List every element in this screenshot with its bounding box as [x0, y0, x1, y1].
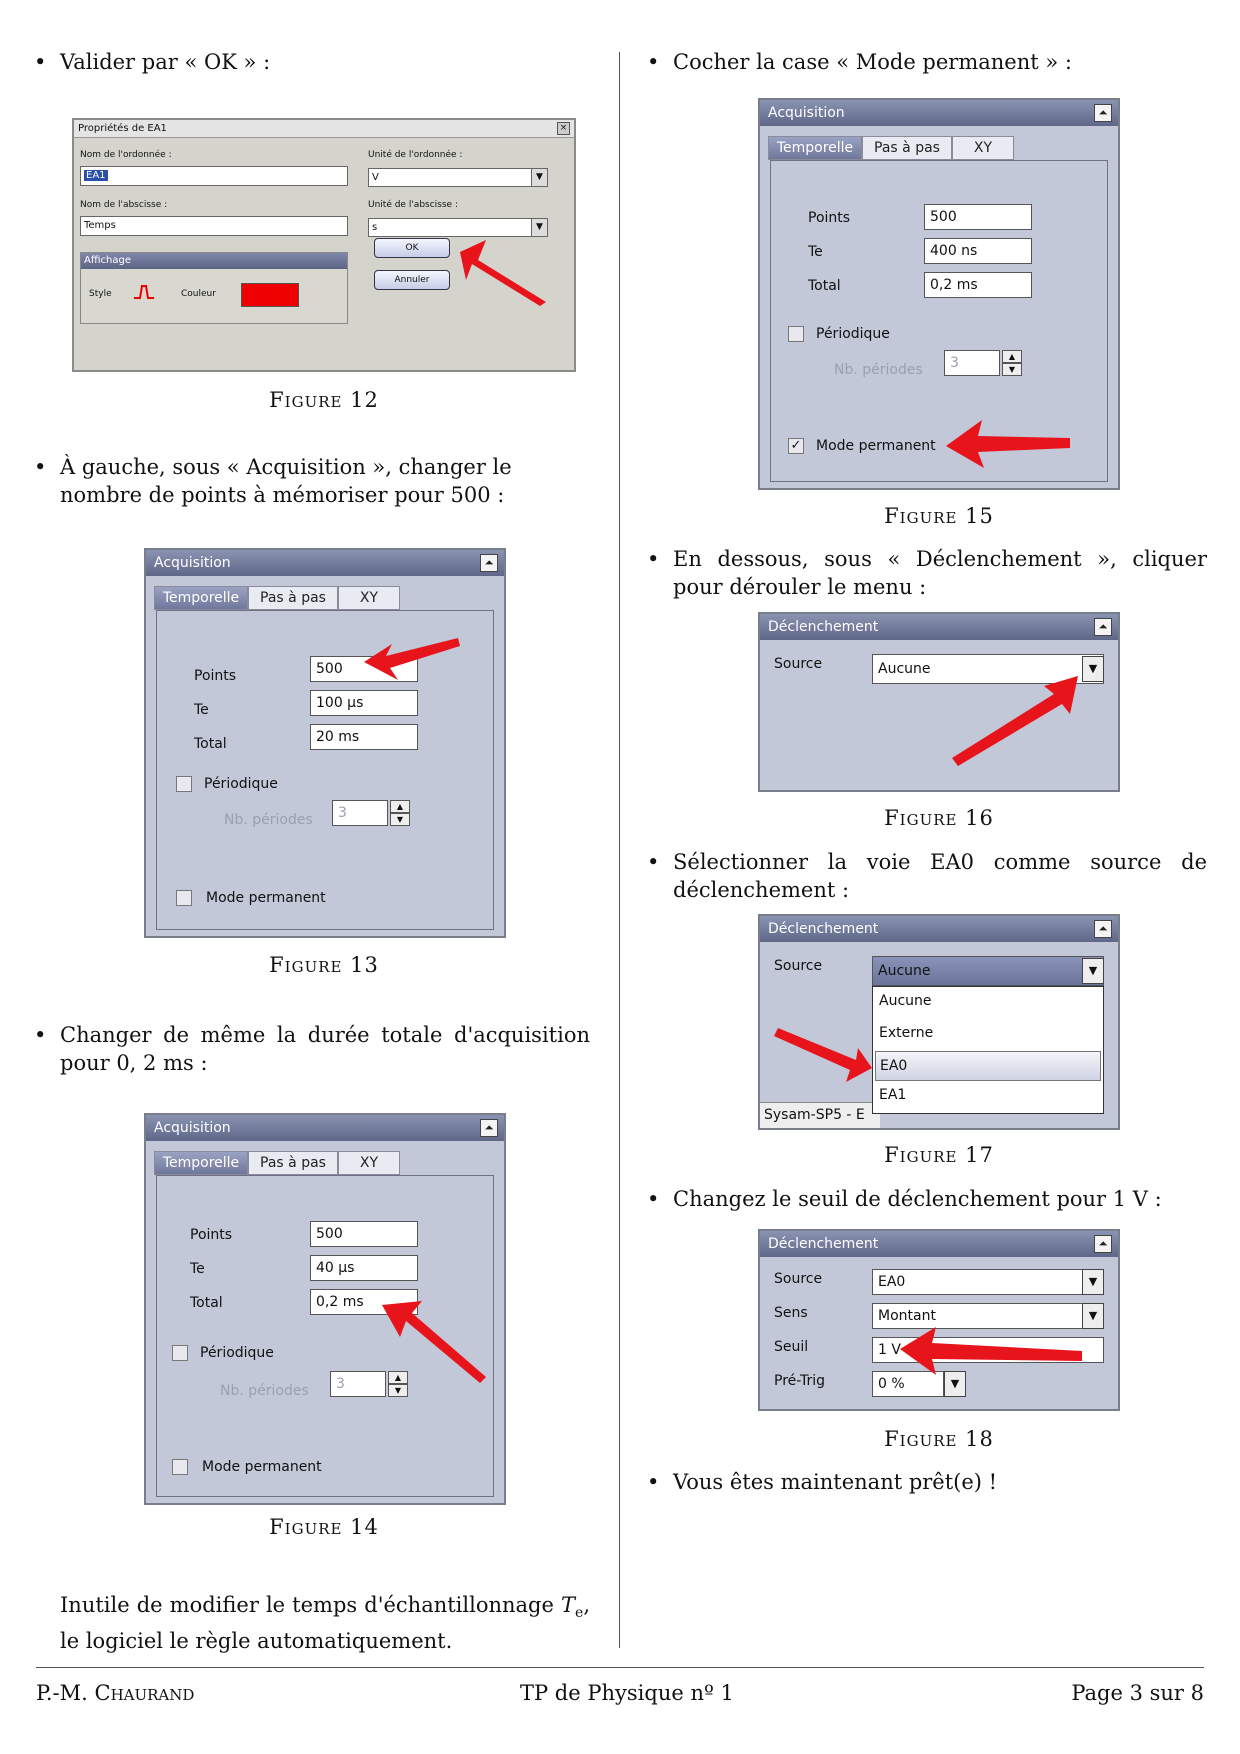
- tab-xy[interactable]: XY: [338, 1151, 400, 1175]
- footer-course: TP de Physique nº 1: [520, 1681, 734, 1705]
- color-label: Couleur: [181, 289, 216, 299]
- trigger-panel-fig17: [758, 914, 1120, 1130]
- acquisition-panel-fig15: [758, 98, 1120, 490]
- ordinate-unit-select[interactable]: V: [368, 168, 548, 187]
- total-input[interactable]: 0,2 ms: [924, 272, 1032, 298]
- red-arrow-icon: [146, 1115, 508, 1507]
- source-label: Source: [774, 958, 823, 974]
- red-arrow-icon: [146, 550, 508, 940]
- instruction-permanent: • Cocher la case « Mode permanent » :: [647, 50, 1072, 74]
- chevron-down-icon[interactable]: ▼: [1082, 656, 1104, 682]
- abscissa-name-label: Nom de l'abscisse :: [80, 200, 168, 210]
- abscissa-unit-select[interactable]: s: [368, 218, 548, 237]
- option-externe[interactable]: Externe: [879, 1025, 934, 1041]
- ordinate-name-label: Nom de l'ordonnée :: [80, 150, 172, 160]
- points-label: Points: [190, 1227, 233, 1243]
- panel-title: Acquisition: [760, 100, 1118, 126]
- figure-14-caption: Figure 14: [269, 1515, 379, 1539]
- chevron-down-icon[interactable]: ▼: [531, 169, 547, 186]
- total-input[interactable]: 20 ms: [310, 724, 418, 750]
- chevron-down-icon[interactable]: ▼: [1082, 1303, 1104, 1329]
- footer-rule: [36, 1667, 1204, 1668]
- footer-page: Page 3 sur 8: [1071, 1681, 1204, 1705]
- acquisition-panel-fig14: [144, 1113, 506, 1505]
- display-group-title: Affichage: [81, 253, 347, 269]
- tab-xy[interactable]: XY: [338, 586, 400, 610]
- option-ea1[interactable]: EA1: [879, 1087, 907, 1103]
- dialog-titlebar: Propriétés de EA1: [74, 120, 574, 138]
- trigger-panel-fig16: [758, 612, 1120, 792]
- tab-pas-a-pas[interactable]: Pas à pas: [862, 136, 952, 160]
- te-input[interactable]: 40 µs: [310, 1255, 418, 1281]
- nb-periods-label: Nb. périodes: [224, 812, 313, 828]
- tab-xy[interactable]: XY: [952, 136, 1014, 160]
- figure-12-caption: Figure 12: [269, 388, 379, 412]
- periods-stepper[interactable]: ▲ ▼: [390, 800, 410, 826]
- sampling-note: Inutile de modifier le temps d'échantillonnage $T_e$, le logiciel le règle automatiquement.: [60, 1593, 590, 1654]
- instruction-threshold: • Changez le seuil de déclenchement pour 1 V :: [647, 1187, 1162, 1211]
- figure-17-caption: Figure 17: [884, 1143, 994, 1167]
- red-arrow-icon: [760, 100, 1122, 492]
- column-divider: [619, 52, 620, 1648]
- ordinate-name-value: EA1: [86, 170, 106, 181]
- option-aucune[interactable]: Aucune: [879, 993, 932, 1009]
- te-input[interactable]: 100 µs: [310, 690, 418, 716]
- mode-permanent-checkbox[interactable]: ✓: [788, 438, 804, 454]
- panel-title: Acquisition: [146, 550, 504, 576]
- ordinate-unit-label: Unité de l'ordonnée :: [368, 150, 463, 160]
- te-label: Te: [194, 702, 209, 718]
- chevron-down-icon[interactable]: ▼: [1082, 958, 1104, 984]
- collapse-icon[interactable]: ⏶: [480, 554, 498, 572]
- instruction-validate: • Valider par « OK » :: [34, 50, 271, 74]
- figure-16-caption: Figure 16: [884, 806, 994, 830]
- panel-title: Déclenchement: [760, 916, 1118, 942]
- sense-select[interactable]: Montant: [872, 1303, 1104, 1329]
- source-select[interactable]: Aucune: [872, 654, 1104, 684]
- abscissa-unit-label: Unité de l'abscisse :: [368, 200, 458, 210]
- periodic-label: Périodique: [200, 1345, 274, 1361]
- mode-permanent-label: Mode permanent: [202, 1459, 322, 1475]
- source-label: Source: [774, 656, 823, 672]
- pretrig-label: Pré-Trig: [774, 1373, 826, 1389]
- mode-permanent-label: Mode permanent: [816, 438, 936, 454]
- periodic-label: Périodique: [204, 776, 278, 792]
- total-label: Total: [808, 278, 841, 294]
- source-label: Source: [774, 1271, 823, 1287]
- sense-label: Sens: [774, 1305, 808, 1321]
- nb-periods-label: Nb. périodes: [834, 362, 923, 378]
- panel-title: Déclenchement: [760, 1231, 1118, 1257]
- chevron-down-icon[interactable]: ▼: [1082, 1269, 1104, 1295]
- te-label: Te: [808, 244, 823, 260]
- chevron-down-icon[interactable]: ▼: [944, 1371, 966, 1397]
- instruction-points: • À gauche, sous « Acquisition », changer le nombre de points à mémoriser pour 500 :: [34, 455, 512, 507]
- tab-temporelle[interactable]: Temporelle: [768, 136, 862, 160]
- trigger-panel-fig18: [758, 1229, 1120, 1411]
- red-arrow-icon: [760, 916, 1122, 1132]
- periods-stepper[interactable]: ▲ ▼: [1002, 350, 1022, 376]
- instruction-trigger-menu: • En dessous, sous « Déclenchement », cliquer pour dérouler le menu :: [647, 547, 1207, 599]
- te-input[interactable]: 400 ns: [924, 238, 1032, 264]
- red-arrow-icon: [760, 1231, 1122, 1413]
- style-label: Style: [89, 289, 112, 299]
- total-input[interactable]: 0,2 ms: [310, 1289, 418, 1315]
- tab-temporelle[interactable]: Temporelle: [154, 586, 248, 610]
- instruction-select-ea0: • Sélectionner la voie EA0 comme source de déclenchement :: [647, 850, 1207, 902]
- threshold-input[interactable]: 1 V: [872, 1337, 1104, 1363]
- periodic-label: Périodique: [816, 326, 890, 342]
- total-label: Total: [194, 736, 227, 752]
- close-icon[interactable]: ×: [557, 122, 570, 135]
- periods-stepper[interactable]: ▲ ▼: [388, 1371, 408, 1397]
- collapse-icon[interactable]: ⏶: [480, 1119, 498, 1137]
- te-label: Te: [190, 1261, 205, 1277]
- collapse-icon[interactable]: ⏶: [1094, 920, 1112, 938]
- mode-permanent-label: Mode permanent: [206, 890, 326, 906]
- nb-periods-input[interactable]: 3: [944, 350, 1000, 376]
- panel-title: Acquisition: [146, 1115, 504, 1141]
- nb-periods-input[interactable]: 3: [330, 1371, 386, 1397]
- threshold-label: Seuil: [774, 1339, 809, 1355]
- nb-periods-label: Nb. périodes: [220, 1383, 309, 1399]
- option-ea0[interactable]: EA0: [875, 1051, 1101, 1081]
- figure-15-caption: Figure 15: [884, 504, 994, 528]
- abscissa-name-input[interactable]: Temps: [80, 216, 348, 236]
- points-input[interactable]: 500: [310, 656, 418, 682]
- cancel-button[interactable]: Annuler: [374, 270, 450, 290]
- tab-temporelle[interactable]: Temporelle: [154, 1151, 248, 1175]
- red-arrow-icon: [74, 120, 578, 374]
- instruction-total: • Changer de même la durée totale d'acquisition pour 0, 2 ms :: [34, 1023, 590, 1075]
- collapse-icon[interactable]: ⏶: [1094, 618, 1112, 636]
- closing-remark: • Vous êtes maintenant prêt(e) !: [647, 1470, 998, 1494]
- tab-pas-a-pas[interactable]: Pas à pas: [248, 1151, 338, 1175]
- acquisition-panel-fig13: [144, 548, 506, 938]
- footer-author: P.-M. Chaurand: [36, 1681, 195, 1705]
- nb-periods-input[interactable]: 3: [332, 800, 388, 826]
- ok-button[interactable]: OK: [374, 238, 450, 258]
- points-input[interactable]: 500: [310, 1221, 418, 1247]
- tab-pas-a-pas[interactable]: Pas à pas: [248, 586, 338, 610]
- figure-13-caption: Figure 13: [269, 953, 379, 977]
- total-label: Total: [190, 1295, 223, 1311]
- points-input[interactable]: 500: [924, 204, 1032, 230]
- collapse-icon[interactable]: ⏶: [1094, 1235, 1112, 1253]
- points-label: Points: [194, 668, 237, 684]
- pretrig-select[interactable]: 0 %: [872, 1371, 944, 1397]
- collapse-icon[interactable]: ⏶: [1094, 104, 1112, 122]
- points-label: Points: [808, 210, 851, 226]
- red-arrow-icon: [760, 614, 1122, 794]
- source-select[interactable]: EA0: [872, 1269, 1104, 1295]
- chevron-down-icon[interactable]: ▼: [531, 219, 547, 236]
- properties-dialog: [72, 118, 576, 372]
- figure-18-caption: Figure 18: [884, 1427, 994, 1451]
- source-select[interactable]: Aucune: [872, 956, 1104, 986]
- status-bar: Sysam-SP5 - E: [760, 1102, 880, 1128]
- panel-title: Déclenchement: [760, 614, 1118, 640]
